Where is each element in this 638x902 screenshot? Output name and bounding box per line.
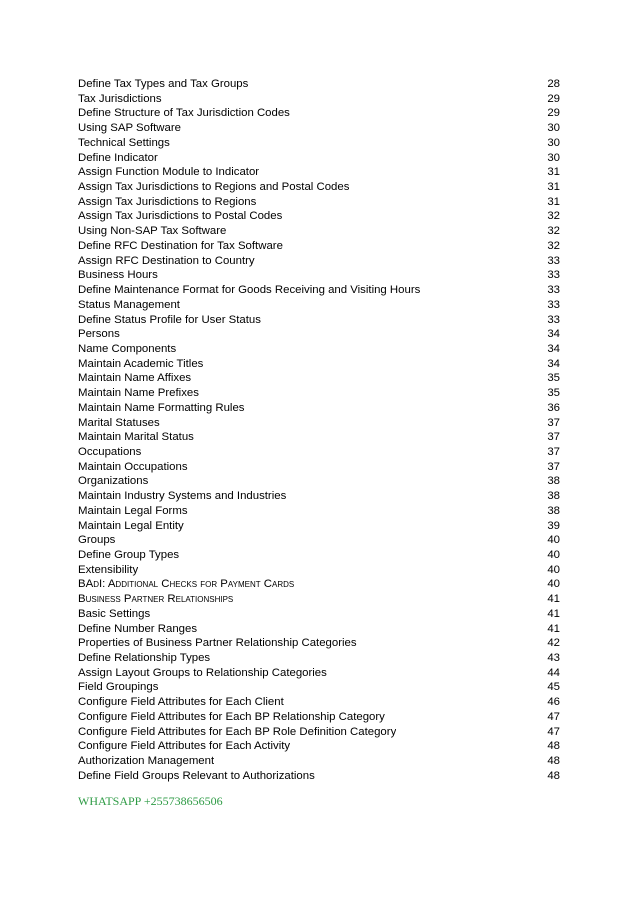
toc-entry-page-number: 31 — [547, 166, 560, 179]
toc-entry — [78, 504, 560, 519]
toc-entry-title: Assign Tax Jurisdictions to Regions — [78, 195, 257, 208]
toc-entry — [78, 165, 560, 180]
toc-entry — [78, 195, 560, 210]
toc-entry-title: Marital Statuses — [78, 416, 160, 429]
toc-entry — [78, 342, 560, 357]
toc-entry-title: Properties of Business Partner Relationship Categories — [78, 637, 357, 650]
toc-entry-title: Assign Tax Jurisdictions to Regions and Postal Codes — [78, 181, 350, 194]
toc-entry-title: Occupations — [78, 445, 142, 458]
toc-entry-page-number: 37 — [547, 445, 560, 458]
toc-entry-page-number: 48 — [547, 755, 560, 768]
toc-entry-title: Technical Settings — [78, 136, 170, 149]
toc-entry — [78, 563, 560, 578]
toc-entry-page-number: 37 — [547, 416, 560, 429]
toc-entry-page-number: 30 — [547, 122, 560, 135]
toc-entry-title: Basic Settings — [78, 607, 151, 620]
toc-entry-page-number: 34 — [547, 328, 560, 341]
toc-entry-title: Configure Field Attributes for Each Client — [78, 696, 284, 709]
toc-entry — [78, 474, 560, 489]
toc-entry-title: Define Number Ranges — [78, 622, 198, 635]
toc-entry-page-number: 31 — [547, 195, 560, 208]
toc-entry-page-number: 32 — [547, 210, 560, 223]
toc-entry-title: Maintain Name Affixes — [78, 372, 192, 385]
toc-entry — [78, 519, 560, 534]
toc-entry-title: Maintain Industry Systems and Industries — [78, 490, 287, 503]
toc-entry-title: Define Group Types — [78, 549, 180, 561]
toc-entry — [78, 548, 560, 563]
toc-entry-title: Using Non-SAP Tax Software — [78, 225, 227, 238]
toc-entry-page-number: 32 — [547, 239, 560, 252]
toc-entry-page-number: 41 — [547, 607, 560, 620]
toc-entry-title: Define RFC Destination for Tax Software — [78, 239, 283, 252]
toc-entry-page-number: 33 — [547, 298, 560, 311]
toc-entry-title: Business Partner Relationships — [78, 593, 234, 606]
toc-entry-page-number: 40 — [547, 578, 560, 591]
toc-entry — [78, 460, 560, 475]
toc-entry-page-number: 29 — [547, 92, 560, 105]
toc-entry — [78, 769, 560, 784]
toc-entry — [78, 710, 560, 725]
toc-entry — [78, 577, 560, 592]
toc-entry — [78, 607, 560, 622]
toc-entry-title: BAdI: Additional Checks for Payment Cards — [78, 578, 295, 591]
toc-entry — [78, 268, 560, 283]
toc-entry-page-number: 47 — [547, 725, 560, 738]
toc-entry — [78, 739, 560, 754]
toc-entry — [78, 695, 560, 710]
toc-entry — [78, 666, 560, 681]
toc-entry-page-number: 40 — [547, 563, 560, 576]
toc-entry-page-number: 39 — [547, 519, 560, 532]
toc-entry-title: Tax Jurisdictions — [78, 92, 162, 105]
toc-entry-title: Persons — [78, 328, 120, 341]
toc-entry-title: Authorization Management — [78, 755, 215, 768]
toc-entry — [78, 327, 560, 342]
toc-entry-page-number: 35 — [547, 372, 560, 385]
toc-entry-title: Maintain Academic Titles — [78, 357, 204, 370]
toc-entry-page-number: 32 — [547, 225, 560, 238]
toc-entry — [78, 298, 560, 313]
toc-entry-title: Groups — [78, 534, 116, 547]
toc-entry-title: Name Components — [78, 342, 177, 355]
toc-entry-title: Maintain Name Formatting Rules — [78, 401, 245, 414]
toc-entry-page-number: 33 — [547, 269, 560, 282]
toc-entry-page-number: 42 — [547, 637, 560, 650]
toc-entry — [78, 121, 560, 136]
toc-entry-title: Define Relationship Types — [78, 652, 211, 665]
toc-entry-page-number: 45 — [547, 681, 560, 694]
toc-entry — [78, 209, 560, 224]
toc-entry-page-number: 33 — [547, 254, 560, 267]
toc-entry-title: Maintain Occupations — [78, 460, 188, 473]
toc-entry — [78, 77, 560, 92]
table-of-contents — [78, 77, 560, 784]
toc-entry-title: Assign Function Module to Indicator — [78, 166, 260, 179]
toc-entry-page-number: 43 — [547, 652, 560, 665]
toc-entry-title: Define Maintenance Format for Goods Receiving and Visiting Hours — [78, 284, 421, 297]
toc-entry-page-number: 31 — [547, 181, 560, 194]
toc-entry-page-number: 28 — [547, 78, 560, 90]
toc-entry — [78, 680, 560, 695]
toc-entry-page-number: 37 — [547, 460, 560, 473]
toc-entry — [78, 651, 560, 666]
toc-entry — [78, 357, 560, 372]
toc-entry-title: Extensibility — [78, 563, 139, 576]
toc-entry-page-number: 40 — [547, 534, 560, 547]
toc-entry-page-number: 30 — [547, 136, 560, 149]
toc-entry-page-number: 33 — [547, 313, 560, 326]
toc-entry-page-number: 29 — [547, 107, 560, 120]
toc-entry-page-number: 41 — [547, 622, 560, 635]
toc-entry-title: Field Groupings — [78, 681, 159, 694]
toc-entry — [78, 92, 560, 107]
toc-entry — [78, 430, 560, 445]
toc-entry-page-number: 37 — [547, 431, 560, 444]
toc-entry — [78, 489, 560, 504]
toc-entry-page-number: 38 — [547, 504, 560, 517]
toc-entry-title: Status Management — [78, 298, 180, 311]
toc-entry-title: Maintain Name Prefixes — [78, 387, 199, 400]
toc-entry-page-number: 34 — [547, 342, 560, 355]
toc-entry-title: Assign Tax Jurisdictions to Postal Codes — [78, 210, 283, 223]
toc-entry-page-number: 40 — [547, 549, 560, 561]
toc-entry-title: Configure Field Attributes for Each BP Relationship Category — [78, 710, 385, 723]
toc-entry-page-number: 48 — [547, 740, 560, 753]
toc-entry — [78, 224, 560, 239]
toc-entry — [78, 725, 560, 740]
toc-entry-page-number: 44 — [547, 666, 560, 679]
toc-entry — [78, 371, 560, 386]
toc-entry — [78, 180, 560, 195]
toc-entry — [78, 445, 560, 460]
toc-entry — [78, 254, 560, 269]
toc-entry — [78, 592, 560, 607]
toc-entry-page-number: 46 — [547, 696, 560, 709]
toc-entry-page-number: 48 — [547, 769, 560, 782]
toc-entry-page-number: 38 — [547, 475, 560, 488]
toc-entry-title: Using SAP Software — [78, 122, 181, 135]
toc-entry-title: Assign RFC Destination to Country — [78, 254, 255, 267]
toc-entry-page-number: 30 — [547, 151, 560, 164]
toc-entry-title: Define Tax Types and Tax Groups — [78, 78, 249, 90]
toc-entry-title: Business Hours — [78, 269, 158, 282]
toc-entry — [78, 401, 560, 416]
toc-entry-title: Configure Field Attributes for Each BP Role Definition Category — [78, 725, 397, 738]
toc-entry — [78, 313, 560, 328]
toc-entry — [78, 239, 560, 254]
toc-entry — [78, 636, 560, 651]
toc-entry-title: Define Field Groups Relevant to Authorizations — [78, 769, 315, 782]
toc-entry — [78, 151, 560, 166]
toc-entry-title: Organizations — [78, 475, 149, 488]
whatsapp-footer: WHATSAPP +255738656506 — [78, 794, 223, 808]
toc-entry-page-number: 41 — [547, 593, 560, 606]
toc-entry — [78, 283, 560, 298]
toc-entry-page-number: 38 — [547, 490, 560, 503]
toc-entry-title: Maintain Marital Status — [78, 431, 194, 444]
toc-entry — [78, 386, 560, 401]
toc-entry-title: Maintain Legal Forms — [78, 504, 188, 517]
toc-entry — [78, 622, 560, 637]
toc-entry-page-number: 35 — [547, 387, 560, 400]
toc-entry — [78, 136, 560, 151]
toc-entry-title: Configure Field Attributes for Each Activity — [78, 740, 291, 753]
toc-entry — [78, 416, 560, 431]
toc-entry-page-number: 36 — [547, 401, 560, 414]
toc-entry-title: Define Structure of Tax Jurisdiction Codes — [78, 107, 290, 120]
toc-entry-page-number: 47 — [547, 710, 560, 723]
toc-entry-page-number: 33 — [547, 284, 560, 297]
toc-entry-title: Define Status Profile for User Status — [78, 313, 261, 326]
toc-entry-title: Maintain Legal Entity — [78, 519, 184, 532]
toc-entry-title: Define Indicator — [78, 151, 158, 164]
toc-entry-page-number: 34 — [547, 357, 560, 370]
toc-entry-title: Assign Layout Groups to Relationship Categories — [78, 666, 327, 679]
toc-entry — [78, 106, 560, 121]
toc-entry — [78, 533, 560, 548]
toc-entry — [78, 754, 560, 769]
